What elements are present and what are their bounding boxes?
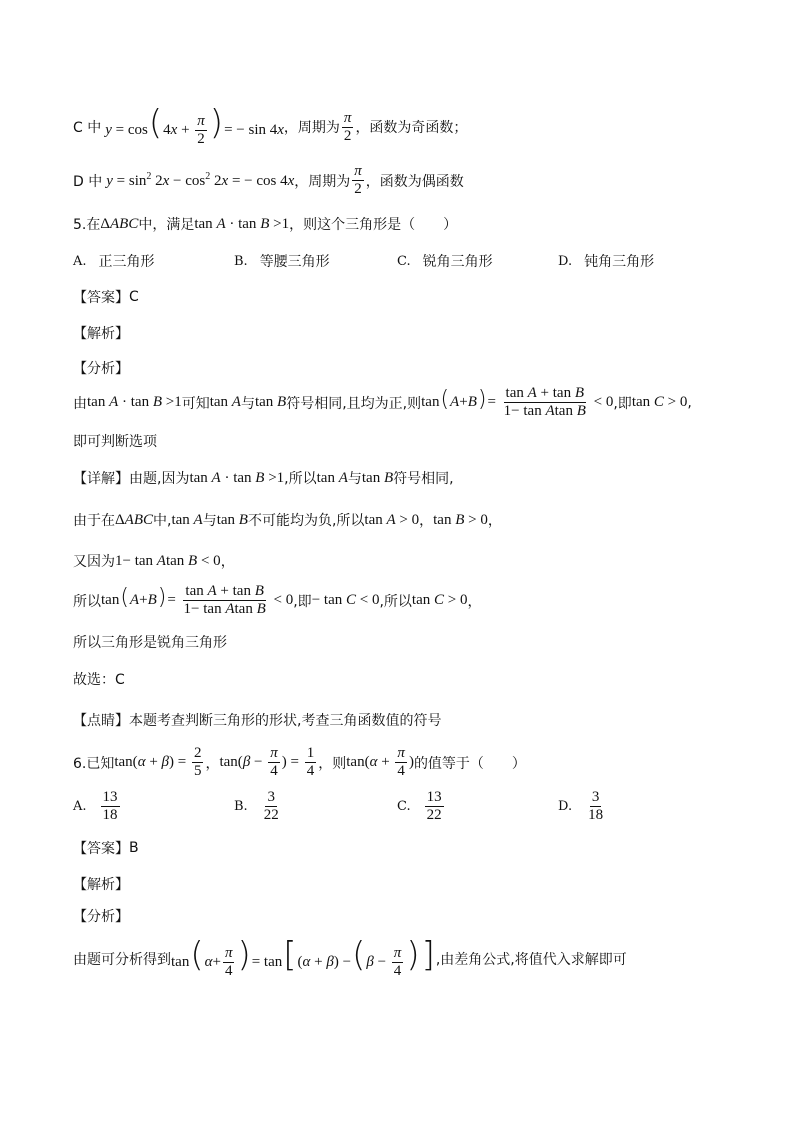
q6-option-d [558,789,607,824]
q5-middle: 中，满足 [138,217,195,233]
detail5-2-tanB-pos: tan B > 0 [433,511,488,528]
line-d-suffix: ，函数为偶函数 [365,173,464,190]
line-c-prefix: C 中 [73,120,102,137]
analysis5-p3: 符号相同,且均为正,则 [286,395,422,412]
analysis5-p4: ,即 [613,395,632,412]
q6-suffix: 的值等于（ ） [413,755,526,772]
q6-option-a [73,789,122,824]
q6-option-c [397,789,446,824]
detail5-2-tanB: tan B [216,511,248,528]
q5-option-a-label: A. [73,253,87,269]
q6-option-d-num: 3 [591,789,600,805]
answer-6-label: 【答案】 [73,841,129,857]
q6-sep: ， [205,755,220,772]
answer-5-value: C [129,289,139,305]
answer-6 [73,838,139,858]
analysis5-tanB: tan B [254,394,287,410]
detail-5-line-3 [73,551,235,571]
analysis-5 [73,385,692,420]
detail5-1-p1: ,所以 [284,471,317,487]
detail5-1-p2: 与 [347,471,362,487]
q6-given-2: tan(β − $\frac{\pi}{4}$ ) = $\frac{1}{4}$ [219,745,315,779]
q6-option-b-label: B. [234,799,248,814]
choose-5: 故选：C [73,672,125,688]
analysis5-tanC: tan C > 0 [631,394,688,410]
q6-p1: ，则 [318,755,347,772]
q5-option-b-text: 等腰三角形 [259,254,330,270]
q5-option-b-label: B. [234,253,248,269]
q5-option-d-label: D. [558,253,573,269]
q6-option-c-label: C. [397,799,411,814]
analysis5-tanA: tan A [209,394,241,410]
analysis5-p2: 与 [240,395,255,412]
period-c-fraction: $\frac{\pi}{2}$ [343,109,352,144]
q5-option-c-label: C. [397,253,411,269]
q5-option-d [558,251,654,271]
q6-option-c-den: 22 [426,807,442,823]
detail5-2-p5: ， [487,513,502,529]
detail-5-line-4 [73,583,481,618]
q6-option-b-den: 22 [263,807,279,823]
q6-target: tan(α + $\frac{\pi}{4}$ ) [346,745,414,779]
q5-option-d-text: 钝角三角形 [584,254,655,270]
detail5-1-prefix: 【详解】由题,因为 [73,471,190,487]
triangle-abc: ΔABC [100,215,139,232]
question-6 [73,745,526,780]
detail5-3-formula: 1− tan Atan B < 0 [115,552,221,569]
detail5-2-tanA: tan A [171,511,203,528]
analysis5-p5: , [687,394,692,411]
detail5-2-prefix: 由于在 [73,513,115,529]
detail5-4-p2: ,所以 [379,593,412,610]
detail5-3-prefix: 又因为 [73,554,115,570]
analysis-6 [73,935,627,980]
q6-option-b-num: 3 [267,789,275,805]
line-d-prefix: D 中 [73,173,103,190]
q6-option-a-label: A. [73,799,87,814]
analysis6-suffix: ,由差角公式,将值代入求解即可 [435,952,627,969]
line-d-option-analysis [73,163,464,198]
fenxi-6-heading: 【分析】 [73,909,129,925]
analysis5-condition: tan A · tan B >1 [87,394,182,410]
detail5-4-neg-tanC: − tan C < 0 [311,592,380,608]
q5-option-a [73,251,155,271]
detail-5-line-1 [73,468,454,488]
q5-option-a-text: 正三角形 [98,254,155,270]
detail5-2-p4: ， [419,513,434,529]
detail5-2-p3: 不可能均为负,所以 [247,513,365,529]
jiexi-6-heading: 【解析】 [73,877,129,893]
formula-d-sin-cos: $y = \sin^2 2x - \cos^2 2x$ = − cos 4x [106,171,295,189]
detail5-4-p3: ， [467,593,482,610]
detail5-1-tanA: tan A [316,469,348,486]
q6-prefix: 6.已知 [73,755,115,772]
q5-option-b [234,251,330,271]
answer-6-value: B [129,840,139,856]
analysis5-prefix: 由 [73,395,87,412]
detail-5-line-2 [73,510,502,530]
analysis6-formula: tan(α+ $\frac{\pi}{4}$ )= tan[(α + β) −(β − $\frac{\pi}{4}$ )] [171,935,435,980]
q6-option-a-den: 18 [102,807,118,823]
q6-option-d-den: 18 [588,807,604,823]
formula-c-cos: y = cos(4x + $\frac{\pi}{2}$ )= − sin 4x [105,103,284,148]
q5-condition: tan A · tan B >1 [194,215,290,232]
detail5-1-condition: tan A · tan B >1 [189,469,285,486]
line-c-suffix: ，函数为奇函数； [355,120,468,137]
detail5-1-tanB: tan B [361,469,394,486]
analysis-5-continued: 即可判断选项 [73,434,157,450]
detail5-2-p1: 中, [153,513,172,529]
question-5 [73,214,457,234]
detail5-1-p3: 符号相同, [393,471,454,487]
q6-option-d-label: D. [558,799,573,814]
q6-given-1: tan(α + β) = $\frac{2}{5}$ [114,745,202,779]
comment-5: 【点睛】本题考查判断三角形的形状,考查三角函数值的符号 [73,713,442,729]
q6-option-c-num: 13 [426,789,442,805]
period-d-fraction: $\frac{\pi}{2}$ [354,163,362,197]
q5-option-c-text: 锐角三角形 [422,254,493,270]
fenxi-5-heading: 【分析】 [73,361,129,377]
q5-prefix: 5.在 [73,217,101,233]
line-d-middle: ，周期为 [294,173,351,190]
answer-5-label: 【答案】 [73,290,129,306]
jiexi-5-heading: 【解析】 [73,326,129,342]
detail5-4-formula: tan(A+B)= $\frac{\text{tan A + tan B}}{\text{1− tan Atan B}}$ < 0 [101,583,294,617]
detail5-2-triangle: ΔABC [115,511,153,528]
detail5-3-suffix: ， [220,554,235,570]
analysis5-formula: tan(A+B)= $\frac{\text{tan A + tan B}}{\text{1− tan Atan B}}$ < 0 [421,385,614,419]
detail5-4-tanC: tan C > 0 [411,592,468,608]
line-c-middle: ，周期为 [283,120,340,137]
q6-option-a-num: 13 [102,789,118,805]
detail-5-line-5: 所以三角形是锐角三角形 [73,635,227,651]
q5-option-c [397,251,493,271]
q5-suffix: ，则这个三角形是（ ） [289,217,458,233]
answer-5 [73,287,139,307]
analysis6-prefix: 由题可分析得到 [73,952,171,969]
line-c-option-analysis [73,103,468,148]
q6-option-b [234,789,283,824]
detail5-4-prefix: 所以 [73,593,101,610]
analysis5-p1: 可知 [181,395,210,412]
detail5-2-p2: 与 [202,513,217,529]
detail5-2-tanA-pos: tan A > 0 [364,511,420,528]
detail5-4-p1: ,即 [293,593,312,610]
